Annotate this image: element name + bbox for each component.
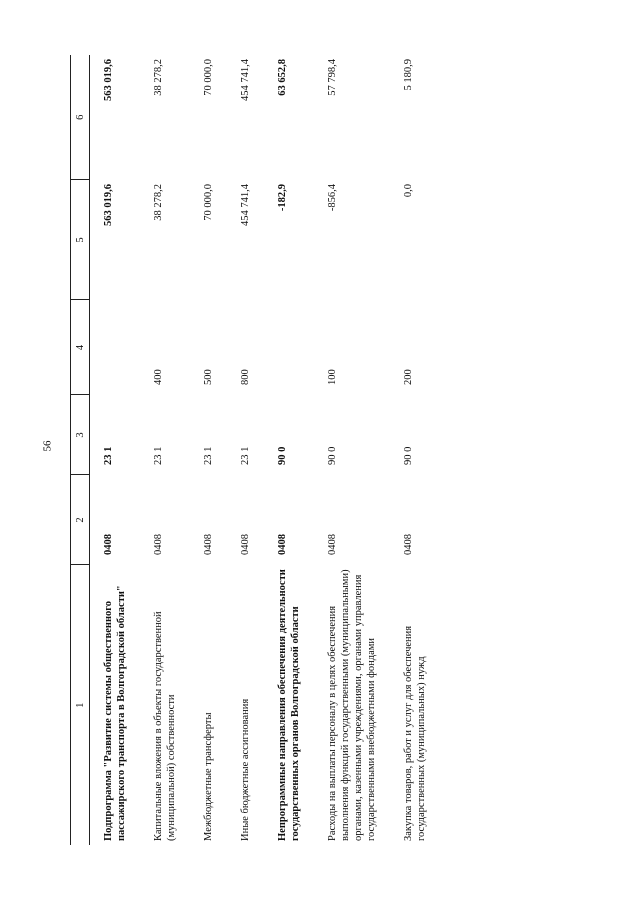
table-row xyxy=(390,55,440,845)
table-row xyxy=(140,55,190,845)
row-name: Закупка товаров, работ и услуг для обеспечения государственных (муниципальных) нужд xyxy=(403,625,427,841)
column-header-3: 3 xyxy=(71,395,90,475)
target-article-code: 90 0 xyxy=(327,446,338,465)
expense-type-code: 500 xyxy=(203,369,214,385)
row-name: Непрограммные направления обеспечения деятельности государственных органов Волгоградской области xyxy=(277,569,301,841)
amount-col5: 0,0 xyxy=(403,184,414,198)
amount-col5: -856,4 xyxy=(327,184,338,212)
target-article-code: 23 1 xyxy=(153,446,164,465)
budget-table xyxy=(70,55,440,845)
section-code: 0408 xyxy=(203,534,214,555)
table-row xyxy=(190,55,227,845)
target-article-code: 23 1 xyxy=(240,446,251,465)
target-article-code: 23 1 xyxy=(103,446,114,465)
expense-type-code: 400 xyxy=(153,369,164,385)
table-row xyxy=(90,55,141,845)
section-code: 0408 xyxy=(240,534,251,555)
amount-col5: -182,9 xyxy=(277,184,288,212)
column-header-1: 1 xyxy=(71,565,90,845)
column-header-5: 5 xyxy=(71,180,90,300)
amount-col6: 563 019,6 xyxy=(103,59,114,101)
target-article-code: 90 0 xyxy=(277,446,288,465)
row-name: Межбюджетные трансферты xyxy=(203,712,214,841)
row-name: Капитальные вложения в объекты государственной (муниципальной) собственности xyxy=(153,611,177,841)
target-article-code: 23 1 xyxy=(203,446,214,465)
amount-col6: 38 278,2 xyxy=(153,59,164,96)
amount-col5: 454 741,4 xyxy=(240,184,251,226)
column-header-2: 2 xyxy=(71,475,90,565)
row-name: Иные бюджетные ассигнования xyxy=(240,698,251,841)
row-name: Расходы на выплаты персоналу в целях обеспечения выполнения функций государственными (муниципальными) органами, казенными учреждениями, органами управления государственными внебюджетными фондами xyxy=(327,569,377,841)
expense-type-code: 200 xyxy=(403,369,414,385)
amount-col6: 63 652,8 xyxy=(277,59,288,96)
expense-type-code xyxy=(264,300,314,395)
section-code: 0408 xyxy=(403,534,414,555)
column-header-6: 6 xyxy=(71,55,90,180)
row-name: Подпрограмма "Развитие системы общественного пассажирского транспорта в Волгоградской области" xyxy=(103,585,127,841)
table-row xyxy=(314,55,390,845)
section-code: 0408 xyxy=(153,534,164,555)
amount-col5: 38 278,2 xyxy=(153,184,164,221)
expense-type-code xyxy=(90,300,141,395)
section-code: 0408 xyxy=(103,534,114,555)
target-article-code: 90 0 xyxy=(403,446,414,465)
amount-col6: 5 180,9 xyxy=(403,59,414,91)
amount-col5: 70 000,0 xyxy=(203,184,214,221)
section-code: 0408 xyxy=(277,534,288,555)
expense-type-code: 100 xyxy=(327,369,338,385)
table-header-row xyxy=(71,55,90,845)
amount-col6: 57 798,4 xyxy=(327,59,338,96)
budget-table-rotated xyxy=(70,55,610,845)
expense-type-code: 800 xyxy=(240,369,251,385)
amount-col6: 454 741,4 xyxy=(240,59,251,101)
table-row xyxy=(227,55,264,845)
table-body xyxy=(90,55,441,845)
page-number: 56 xyxy=(41,440,54,452)
amount-col5: 563 019,6 xyxy=(103,184,114,226)
table-row xyxy=(264,55,314,845)
section-code: 0408 xyxy=(327,534,338,555)
amount-col6: 70 000,0 xyxy=(203,59,214,96)
column-header-4: 4 xyxy=(71,300,90,395)
